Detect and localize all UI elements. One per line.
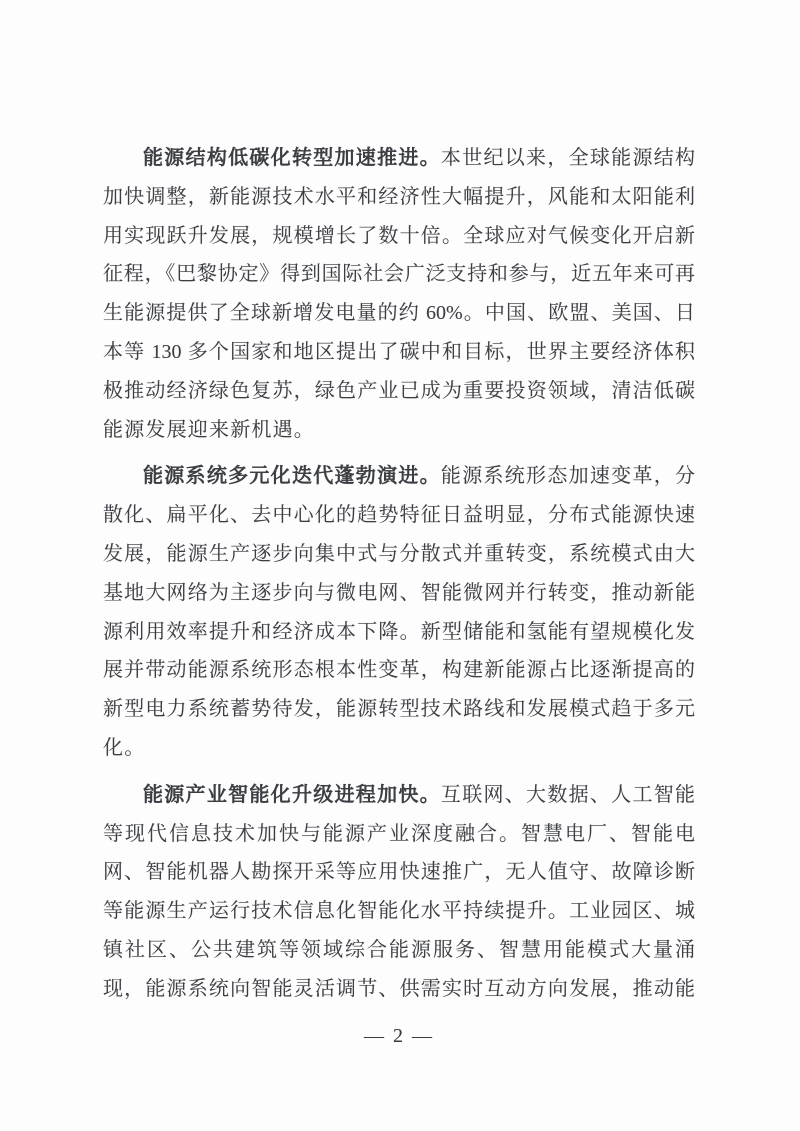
text-line: 等现代信息技术加快与能源产业深度融合。智慧电厂、智能电 — [103, 822, 695, 845]
text-line: 散化、扁平化、去中心化的趋势特征日益明显，分布式能源快速 — [103, 504, 695, 527]
text-line: 化。 — [103, 736, 146, 759]
text-line: 本等 130 多个国家和地区提出了碳中和目标，世界主要经济体积 — [103, 340, 695, 363]
text-line: 征程，《巴黎协定》得到国际社会广泛支持和参与，近五年来可再 — [103, 263, 695, 286]
paragraph-lead: 能源结构低碳化转型加速推进。 — [143, 147, 441, 169]
paragraph-energy-system — [103, 457, 695, 767]
text-line: 加快调整，新能源技术水平和经济性大幅提升，风能和太阳能利 — [103, 185, 695, 208]
page-number: — 2 — — [364, 1024, 434, 1047]
paragraph-energy-structure — [103, 139, 695, 449]
text-line — [103, 776, 695, 815]
text-line: 现，能源系统向智能灵活调节、供需实时互动方向发展，推动能 — [103, 977, 695, 1000]
text-line: 源利用效率提升和经济成本下降。新型储能和氢能有望规模化发 — [103, 620, 695, 643]
text-line: 展并带动能源系统形态根本性变革，构建新能源占比逐渐提高的 — [103, 659, 695, 682]
text-line — [103, 457, 695, 496]
text-line: 等能源生产运行技术信息化智能化水平持续提升。工业园区、城 — [103, 900, 695, 923]
text-line: 生能源提供了全球新增发电量的约 60%。中国、欧盟、美国、日 — [103, 302, 695, 325]
paragraph-energy-industry — [103, 776, 695, 1009]
paragraph-lead-rest: 本世纪以来，全球能源结构 — [440, 147, 696, 169]
text-line: 发展，能源生产逐步向集中式与分散式并重转变，系统模式由大 — [103, 542, 695, 565]
page-body-text — [103, 139, 695, 1009]
text-line: 能源发展迎来新机遇。 — [103, 418, 315, 441]
text-line — [103, 139, 695, 178]
paragraph-lead-rest: 能源系统形态加速变革，分 — [440, 465, 696, 488]
paragraph-lead-rest: 互联网、大数据、人工智能 — [440, 783, 696, 806]
text-line: 网、智能机器人勘探开采等应用快速推广，无人值守、故障诊断 — [103, 861, 695, 884]
paragraph-lead: 能源系统多元化迭代蓬勃演进。 — [143, 465, 441, 488]
text-line: 基地大网络为主逐步向与微电网、智能微网并行转变，推动新能 — [103, 581, 695, 604]
text-line: 镇社区、公共建筑等领域综合能源服务、智慧用能模式大量涌 — [103, 938, 695, 961]
paragraph-lead: 能源产业智能化升级进程加快。 — [143, 783, 441, 806]
text-line: 用实现跃升发展，规模增长了数十倍。全球应对气候变化开启新 — [103, 224, 695, 247]
text-line: 新型电力系统蓄势待发，能源转型技术路线和发展模式趋于多元 — [103, 698, 695, 721]
text-line: 极推动经济绿色复苏，绿色产业已成为重要投资领域，清洁低碳 — [103, 379, 695, 402]
